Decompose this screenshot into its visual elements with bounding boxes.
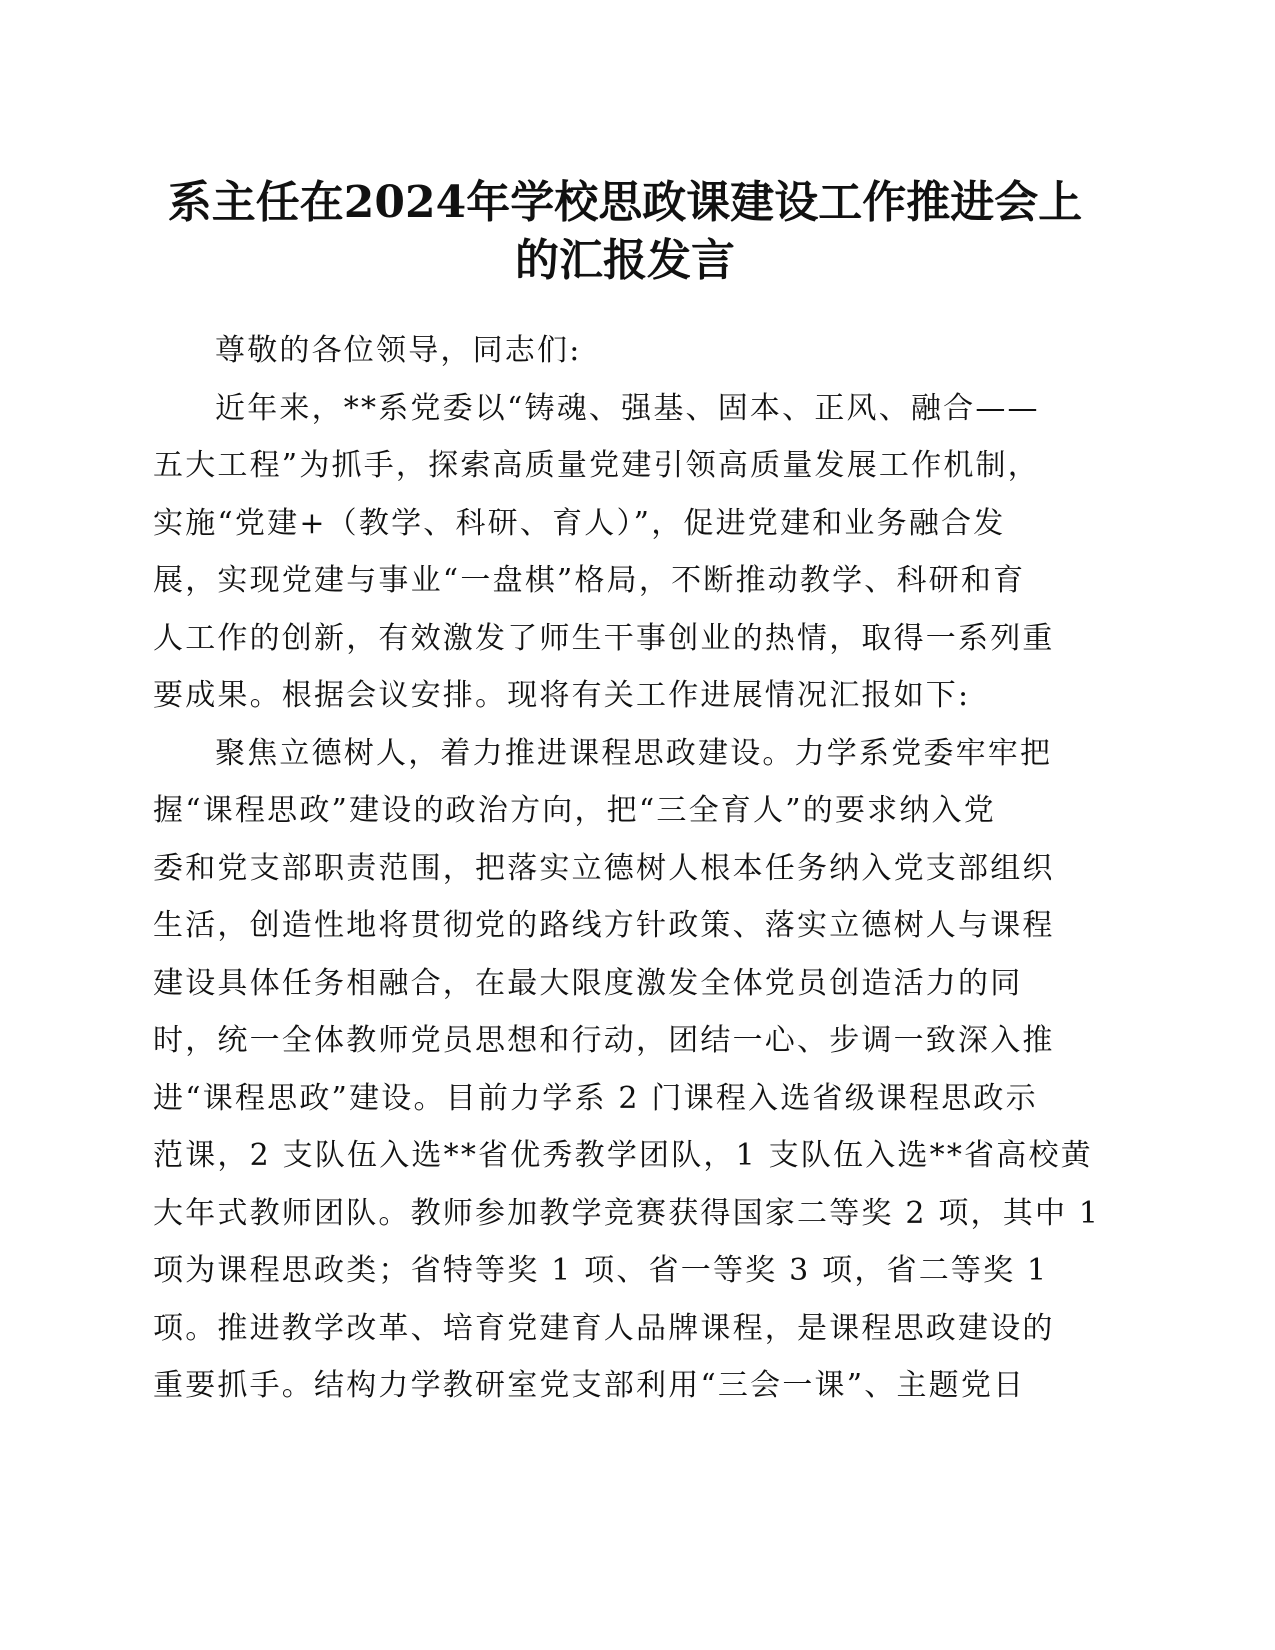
body-line: 大年式教师团队。教师参加教学竞赛获得国家二等奖 2 项，其中 1 xyxy=(153,1195,1101,1231)
body-line: 重要抓手。结构力学教研室党支部利用“三会一课”、主题党日 xyxy=(153,1368,1026,1403)
title-line-1: 系主任在2024年学校思政课建设工作推进会上 xyxy=(167,177,1083,228)
body-line: 聚焦立德树人，着力推进课程思政建设。力学系党委牢牢把 xyxy=(215,735,1053,771)
body-line: 近年来，**系党委以“铸魂、强基、固本、正风、融合—— xyxy=(215,390,1040,426)
body-line: 握“课程思政”建设的政治方向，把“三全育人”的要求纳入党 xyxy=(153,793,996,828)
body-line: 时，统一全体教师党员思想和行动，团结一心、步调一致深入推 xyxy=(153,1023,1055,1058)
document-body xyxy=(153,322,1113,1415)
body-line: 生活，创造性地将贯彻党的路线方针政策、落实立德树人与课程 xyxy=(153,908,1055,943)
salutation: 尊敬的各位领导，同志们: xyxy=(215,333,582,368)
body-line: 实施“党建+（教学、科研、育人）”，促进党建和业务融合发 xyxy=(153,505,1006,541)
document-title xyxy=(150,174,1100,290)
body-line: 建设具体任务相融合，在最大限度激发全体党员创造活力的同 xyxy=(153,965,1023,1001)
body-line: 范课，2 支队伍入选**省优秀教学团队，1 支队伍入选**省高校黄 xyxy=(153,1138,1093,1173)
body-line: 委和党支部职责范围，把落实立德树人根本任务纳入党支部组织 xyxy=(153,850,1055,886)
body-line: 展，实现党建与事业“一盘棋”格局，不断推动教学、科研和育 xyxy=(153,563,1026,598)
title-line-2: 的汇报发言 xyxy=(515,235,735,286)
body-line: 五大工程”为抓手，探索高质量党建引领高质量发展工作机制， xyxy=(153,448,1040,483)
body-line: 进“课程思政”建设。目前力学系 2 门课程入选省级课程思政示 xyxy=(153,1080,1038,1116)
body-line: 项为课程思政类；省特等奖 1 项、省一等奖 3 项，省二等奖 1 xyxy=(153,1253,1049,1288)
body-line: 要成果。根据会议安排。现将有关工作进展情况汇报如下: xyxy=(153,678,971,713)
body-line: 人工作的创新，有效激发了师生干事创业的热情，取得一系列重 xyxy=(153,620,1055,656)
body-line: 项。推进教学改革、培育党建育人品牌课程，是课程思政建设的 xyxy=(153,1310,1055,1346)
